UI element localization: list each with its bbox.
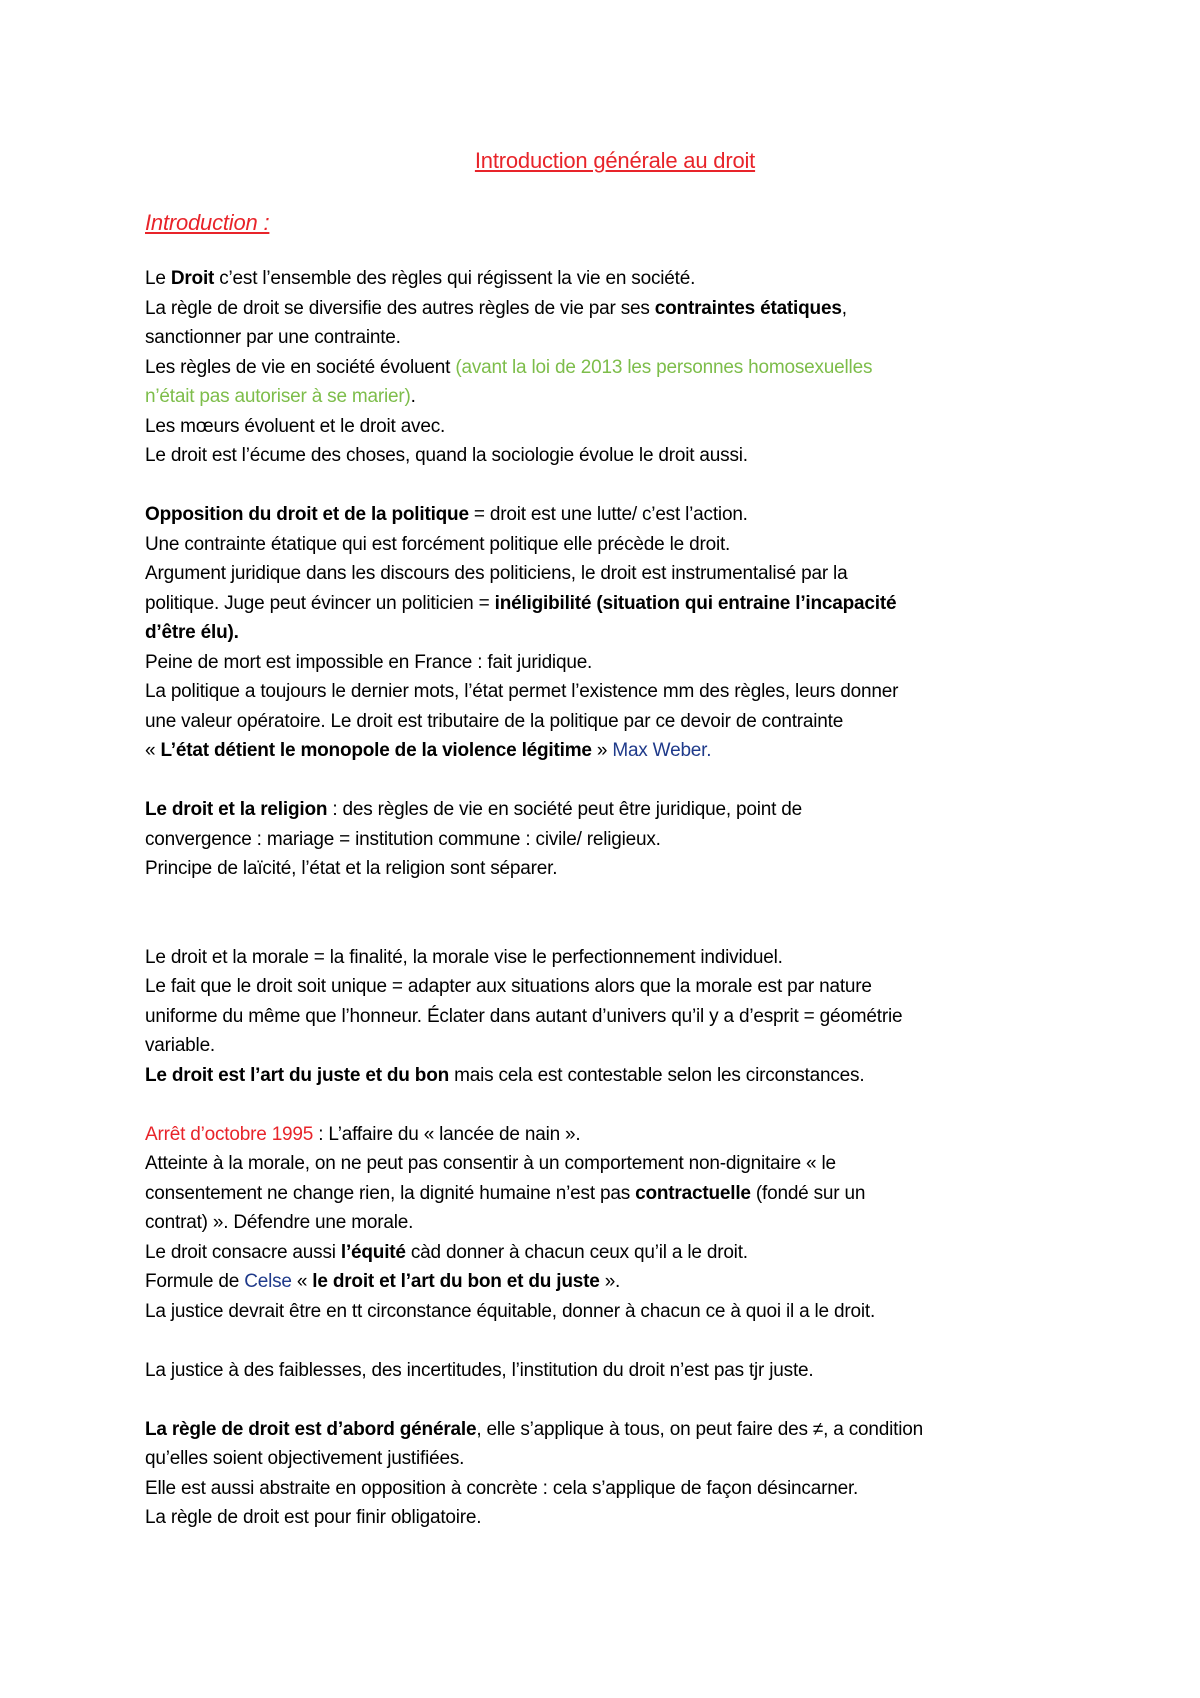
document-title: Introduction générale au droit: [474, 148, 756, 173]
green-note: n’était pas autoriser à se marier): [145, 386, 411, 407]
text-line: Atteinte à la morale, on ne peut pas consentir à un comportement non-dignitaire « le: [145, 1153, 836, 1174]
text-line: La règle de droit se diversifie des autres règles de vie par ses contraintes étatiques,: [145, 297, 847, 319]
text-line: « L’état détient le monopole de la violence légitime » Max Weber.: [145, 740, 712, 761]
text-line: La politique a toujours le dernier mots, l’état permet l’existence mm des règles, leurs donner: [145, 681, 899, 702]
document-body: [145, 142, 1085, 1533]
text-line: qu’elles soient objectivement justifiées.: [145, 1448, 465, 1469]
section-heading: Introduction :: [145, 210, 270, 235]
paragraph-politique: [145, 500, 1085, 766]
text-line: consentement ne change rien, la dignité humaine n’est pas contractuelle (fondé sur un: [145, 1182, 866, 1204]
text-line: Les règles de vie en société évoluent (avant la loi de 2013 les personnes homosexuelles: [145, 356, 873, 378]
text-line: Opposition du droit et de la politique = droit est une lutte/ c’est l’action.: [145, 504, 748, 525]
text-line: Le droit consacre aussi l’équité càd donner à chacun ceux qu’il a le droit.: [145, 1241, 748, 1263]
author-name: Celse: [244, 1271, 292, 1292]
text-line: Une contrainte étatique qui est forcément politique elle précède le droit.: [145, 533, 731, 555]
paragraph-arret: [145, 1120, 1085, 1327]
author-name: Max Weber.: [612, 740, 712, 761]
text-line: Principe de laïcité, l’état et la religion sont séparer.: [145, 858, 558, 879]
paragraph-justice: [145, 1356, 1085, 1386]
text-line: Elle est aussi abstraite en opposition à concrète : cela s’applique de façon désincarner.: [145, 1477, 859, 1499]
text-line: Argument juridique dans les discours des politiciens, le droit est instrumentalisé par la: [145, 563, 848, 584]
text-line: Le fait que le droit soit unique = adapter aux situations alors que la morale est par nature: [145, 976, 872, 997]
text-line: Le droit et la morale = la finalité, la morale vise le perfectionnement individuel.: [145, 946, 783, 968]
text-line: sanctionner par une contrainte.: [145, 327, 401, 348]
text-line: Formule de Celse « le droit et l’art du bon et du juste ».: [145, 1271, 621, 1292]
text-line: Le Droit c’est l’ensemble des règles qui régissent la vie en société.: [145, 268, 696, 289]
text-line: La règle de droit est d’abord générale, elle s’applique à tous, on peut faire des ≠, a condition: [145, 1418, 924, 1440]
text-line: variable.: [145, 1035, 216, 1056]
green-note: (avant la loi de 2013 les personnes homosexuelles: [455, 356, 873, 378]
text-line: Le droit est l’art du juste et du bon mais cela est contestable selon les circonstances.: [145, 1064, 865, 1086]
text-line: politique. Juge peut évincer un politicien = inéligibilité (situation qui entraine l’incapacité: [145, 592, 897, 614]
text-line: d’être élu).: [145, 622, 239, 643]
text-line: La justice à des faiblesses, des incertitudes, l’institution du droit n’est pas tjr juste.: [145, 1359, 814, 1381]
text-line: Arrêt d’octobre 1995 : L’affaire du « lancée de nain ».: [145, 1123, 581, 1145]
text-line: une valeur opératoire. Le droit est tributaire de la politique par ce devoir de contrainte: [145, 710, 844, 732]
text-line: La justice devrait être en tt circonstance équitable, donner à chacun ce à quoi il a le droit.: [145, 1300, 876, 1322]
text-line: Le droit et la religion : des règles de vie en société peut être juridique, point de: [145, 799, 802, 820]
text-line: uniforme du même que l’honneur. Éclater dans autant d’univers qu’il y a d’esprit = géométrie: [145, 1005, 903, 1027]
paragraph-morale: [145, 943, 1085, 1091]
case-reference: Arrêt d’octobre 1995: [145, 1123, 314, 1145]
paragraph-regle-de-droit: [145, 1415, 1085, 1533]
text-line: Le droit est l’écume des choses, quand la sociologie évolue le droit aussi.: [145, 445, 748, 466]
text-line: convergence : mariage = institution commune : civile/ religieux.: [145, 828, 661, 850]
text-line: Peine de mort est impossible en France : fait juridique.: [145, 651, 593, 673]
text-line: n’était pas autoriser à se marier).: [145, 386, 416, 407]
paragraph-definition: [145, 264, 1085, 471]
text-line: La règle de droit est pour finir obligatoire.: [145, 1507, 482, 1528]
text-line: Les mœurs évoluent et le droit avec.: [145, 415, 446, 437]
text-line: contrat) ». Défendre une morale.: [145, 1212, 414, 1233]
paragraph-religion: [145, 795, 1085, 884]
